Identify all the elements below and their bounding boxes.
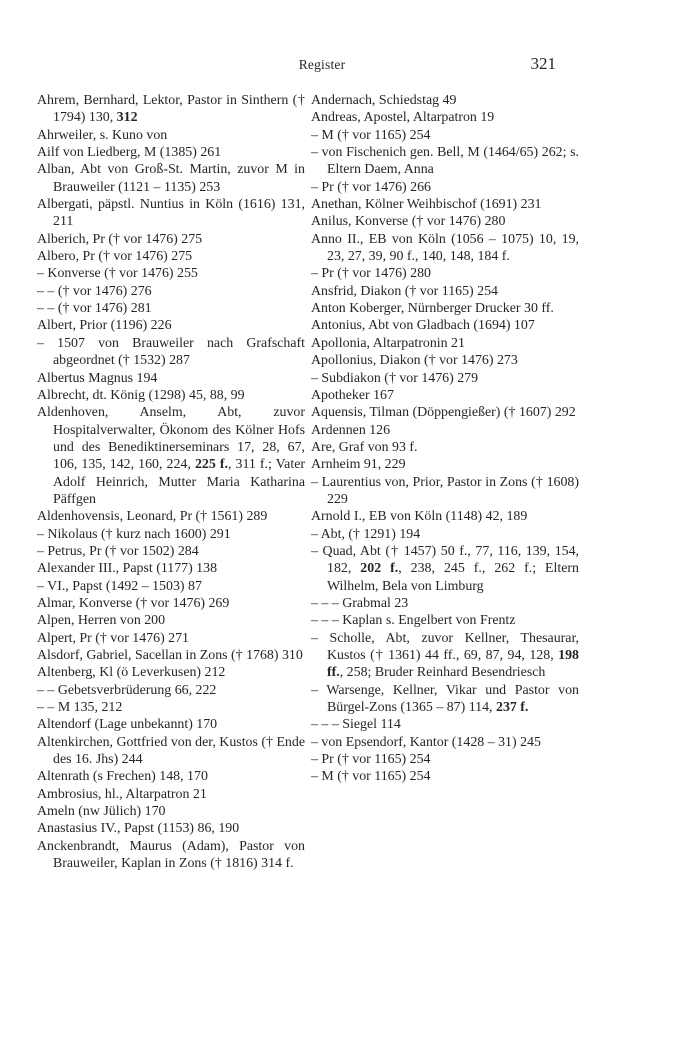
register-entry: – M († vor 1165) 254 [311, 127, 431, 143]
register-entry: – VI., Papst (1492 – 1503) 87 [37, 578, 202, 594]
bold-page-reference: 202 f. [360, 561, 399, 577]
register-entry: Albergati, päpstl. Nuntius in Köln (1616) 131, 211 [37, 197, 305, 230]
register-entry: Alpert, Pr († vor 1476) 271 [37, 630, 190, 646]
register-entry: Albrecht, dt. König (1298) 45, 88, 99 [37, 387, 245, 403]
register-entry: – – – Siegel 114 [311, 717, 401, 733]
register-entry: – Konverse († vor 1476) 255 [37, 266, 198, 282]
register-entry: Alberich, Pr († vor 1476) 275 [37, 231, 203, 247]
running-head [0, 54, 700, 78]
register-entry: – Pr († vor 1476) 266 [311, 179, 431, 195]
register-entry: Altenberg, Kl (ö Leverkusen) 212 [37, 665, 226, 681]
register-entry: Aquensis, Tilman (Döppengießer) († 1607) 292 [311, 405, 576, 421]
register-entry: Arnold I., EB von Köln (1148) 42, 189 [311, 509, 528, 525]
register-entry: – Abt, († 1291) 194 [311, 526, 421, 542]
register-entry: Albert, Prior (1196) 226 [37, 318, 172, 334]
register-entry: Albertus Magnus 194 [37, 370, 158, 386]
register-entry: Ameln (nw Jülich) 170 [37, 804, 166, 820]
register-entry: Anton Koberger, Nürnberger Drucker 30 ff. [311, 301, 554, 317]
register-entry: Are, Graf von 93 f. [311, 439, 418, 455]
register-entry: – – – Kaplan s. Engelbert von Frentz [311, 613, 516, 629]
register-entry: Antonius, Abt von Gladbach (1694) 107 [311, 318, 535, 334]
register-entry: Alpen, Herren von 200 [37, 613, 166, 629]
register-entry: – – Gebetsverbrüderung 66, 222 [37, 682, 217, 698]
register-entry: Almar, Konverse († vor 1476) 269 [37, 595, 230, 611]
page-number: 321 [530, 54, 556, 73]
right-column [311, 92, 579, 786]
register-entry: Altenkirchen, Gottfried von der, Kustos († Ende des 16. Jhs) 244 [37, 734, 305, 768]
left-column [37, 92, 305, 872]
register-entry: – Warsenge, Kellner, Vikar und Pastor von Bürgel-Zons (1365 – 87) 114, 237 f. [311, 682, 579, 716]
register-entry: – M († vor 1165) 254 [311, 769, 431, 785]
register-entry: – – († vor 1476) 276 [37, 283, 152, 299]
register-entry: Ahrem, Bernhard, Lektor, Pastor in Sinthern († 1794) 130, 312 [37, 93, 305, 126]
register-entry: Apollonia, Altarpatronin 21 [311, 335, 465, 351]
register-entry: Anilus, Konverse († vor 1476) 280 [311, 214, 506, 230]
register-entry: Albero, Pr († vor 1476) 275 [37, 249, 193, 265]
bold-page-reference: 312 [116, 110, 138, 126]
register-entry: Apollonius, Diakon († vor 1476) 273 [311, 353, 518, 369]
register-entry: Arnheim 91, 229 [311, 457, 406, 473]
register-entry: Altendorf (Lage unbekannt) 170 [37, 717, 218, 733]
register-entry: – Petrus, Pr († vor 1502) 284 [37, 543, 199, 559]
register-entry: Ardennen 126 [311, 422, 391, 438]
bold-page-reference: 225 f. [194, 457, 228, 473]
register-entry: – Nikolaus († kurz nach 1600) 291 [37, 526, 231, 542]
register-entry: Anastasius IV., Papst (1153) 86, 190 [37, 821, 240, 837]
register-entry: – – († vor 1476) 281 [37, 301, 152, 317]
register-entry: Anckenbrandt, Maurus (Adam), Pastor von Brauweiler, Kaplan in Zons († 1816) 314 f. [37, 838, 305, 872]
register-entry: Andreas, Apostel, Altarpatron 19 [311, 110, 495, 126]
register-entry: Apotheker 167 [311, 387, 394, 403]
register-entry: – 1507 von Brauweiler nach Grafschaft abgeordnet († 1532) 287 [37, 335, 305, 369]
register-entry: Aldenhoven, Anselm, Abt, zuvor Hospitalverwalter, Ökonom des Kölner Hofs und des Benediktinerseminars 17, 28, 67, 106, 135, 142, 160, 224, 225 f., 311 f.; Vater Adolf Heinrich, Mutter Maria Katharina Päffgen [37, 405, 305, 507]
register-entry: – Subdiakon († vor 1476) 279 [311, 370, 479, 386]
register-entry: – Laurentius von, Prior, Pastor in Zons († 1608) 229 [311, 474, 579, 507]
register-entry: Alsdorf, Gabriel, Sacellan in Zons († 1768) 310 [37, 648, 303, 663]
bold-page-reference: 237 f. [496, 700, 529, 716]
register-entry: Alexander III., Papst (1177) 138 [37, 561, 218, 577]
register-entry: Anethan, Kölner Weihbischof (1691) 231 [311, 197, 542, 213]
register-entry: – Scholle, Abt, zuvor Kellner, Thesaurar, Kustos († 1361) 44 ff., 69, 87, 94, 128, 198 ff., 258; Bruder Reinhard Besendriesch [311, 630, 579, 681]
register-entry: – von Fischenich gen. Bell, M (1464/65) 262; s. Eltern Daem, Anna [311, 145, 579, 178]
register-entry: – Pr († vor 1476) 280 [311, 266, 431, 282]
register-entry: Aldenhovensis, Leonard, Pr († 1561) 289 [37, 509, 268, 525]
register-entry: Anno II., EB von Köln (1056 – 1075) 10, 19, 23, 27, 39, 90 f., 140, 148, 184 f. [311, 231, 579, 265]
bold-page-reference: 198 ff. [327, 648, 579, 681]
register-entry: – – – Grabmal 23 [311, 595, 409, 611]
register-entry: Ansfrid, Diakon († vor 1165) 254 [311, 283, 498, 299]
register-entry: Ailf von Liedberg, M (1385) 261 [37, 145, 222, 161]
register-entry: Andernach, Schiedstag 49 [311, 93, 457, 108]
register-entry: Alban, Abt von Groß-St. Martin, zuvor M in Brauweiler (1121 – 1135) 253 [37, 162, 305, 195]
register-entry: – – M 135, 212 [37, 700, 123, 716]
register-entry: – von Epsendorf, Kantor (1428 – 31) 245 [311, 734, 541, 750]
register-entry: Altenrath (s Frechen) 148, 170 [37, 769, 208, 785]
register-entry: Ambrosius, hl., Altarpatron 21 [37, 786, 207, 802]
register-entry: Ahrweiler, s. Kuno von [37, 127, 168, 143]
register-entry: – Quad, Abt († 1457) 50 f., 77, 116, 139, 154, 182, 202 f., 238, 245 f., 262 f.; Eltern Wilhelm, Bela von Limburg [311, 543, 579, 594]
page-title: Register [298, 57, 346, 72]
register-entry: – Pr († vor 1165) 254 [311, 752, 431, 768]
